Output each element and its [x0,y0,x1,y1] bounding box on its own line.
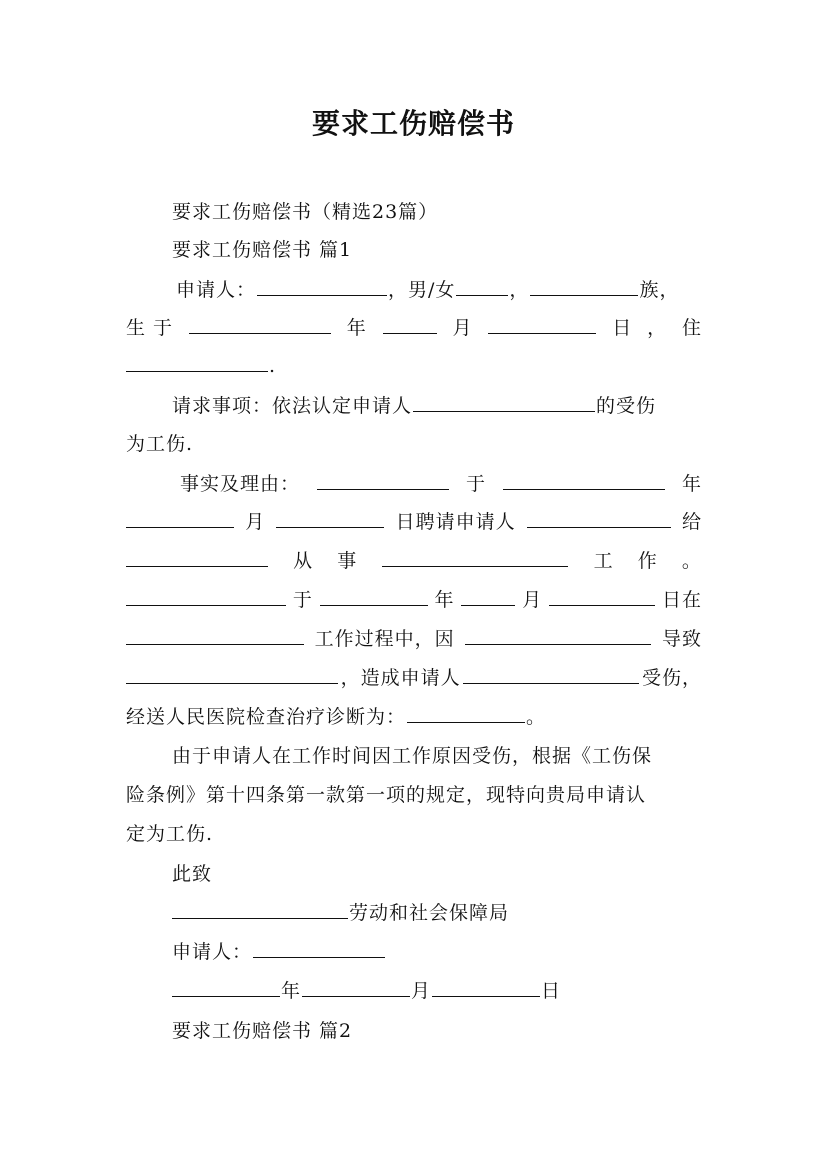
facts-yue2: 月 [522,589,543,611]
blank-result [126,666,338,684]
facts-line-5 [126,627,702,651]
facts-line-6 [126,666,702,690]
blank-ethnic [530,278,638,296]
blank-birth-day [488,316,596,334]
facts-gong: 工 [593,550,614,572]
facts-ri-hire: 日聘请申请人 [395,511,516,533]
comma-sep: ， [509,279,530,301]
facts-yu: 于 [465,473,486,495]
facts-diag-end: 。 [526,706,547,728]
closing-applicant-line [172,940,386,964]
blank-address [126,354,268,372]
facts-injury: 受伤， [641,667,702,689]
blank-name [257,278,387,296]
day-label: 日 [612,317,633,339]
closing-zhizhi: 此致 [172,863,213,885]
blank-gender [456,278,508,296]
subtitle: 要求工伤赔偿书（精选23篇） [172,201,439,223]
comma-label: ， [647,317,668,339]
closing-day: 日 [541,980,562,1002]
blank-sign-year [172,979,280,997]
blank-birth-month [383,316,437,334]
address-line [126,354,276,378]
closing-date-line [172,979,561,1003]
facts-gei: 给 [681,511,702,533]
gender-label: ，男/女 [388,279,456,301]
blank-work-place [126,627,304,645]
facts-shi: 事 [337,550,358,572]
basis-line-3: 定为工伤. [126,823,214,845]
facts-lead: 导致 [661,628,702,650]
address-end: . [269,355,277,377]
live-label: 住 [681,317,702,339]
blank-hire-month [126,510,234,528]
document-title: 要求工伤赔偿书 [311,107,515,140]
year-label: 年 [346,317,367,339]
closing-bureau-line [172,901,509,925]
blank-injury-day [549,588,655,606]
request-label: 请求事项：依法认定申请人 [172,395,413,417]
blank-bureau [172,901,348,919]
birth-line [126,316,702,340]
blank-employer [317,472,449,490]
blank-diagnosis [407,705,525,723]
blank-job-for-2 [126,549,268,567]
facts-cause: ，造成申请人 [340,667,461,689]
blank-injury-who [126,588,286,606]
blank-hire-day [276,510,384,528]
blank-sign-month [302,979,410,997]
born-label: 生 于 [126,317,174,339]
facts-nian2: 年 [434,589,455,611]
closing-month: 月 [411,980,432,1002]
facts-yu2: 于 [292,589,313,611]
facts-line-1 [180,472,702,496]
blank-hire-year [503,472,665,490]
blank-cause [465,627,651,645]
facts-zuo: 作 [637,550,658,572]
basis-line-1: 由于申请人在工作时间因工作原因受伤，根据《工伤保 [172,745,653,767]
ethnic-label: 族， [639,279,680,301]
facts-line-7 [126,705,546,729]
blank-injured-part [463,666,639,684]
facts-label: 事实及理由： [180,473,301,495]
closing-bureau: 劳动和社会保障局 [349,902,510,924]
blank-job-for [527,510,671,528]
facts-period: 。 [681,550,702,572]
month-label: 月 [452,317,473,339]
facts-process: 工作过程中，因 [314,628,455,650]
facts-diagnosis: 经送人民医院检查治疗诊断为： [126,706,407,728]
basis-line-2: 险条例》第十四条第一款第一项的规定，现特向贵局申请认 [126,784,647,806]
request-suffix: 的受伤 [596,395,657,417]
applicant-label: 申请人： [176,279,257,301]
facts-ri-zai: 日在 [661,589,702,611]
closing-applicant: 申请人： [172,941,253,963]
facts-cong: 从 [293,550,314,572]
blank-injury-month [461,588,515,606]
facts-line-3 [126,549,702,573]
facts-line-2 [126,510,702,534]
closing-year: 年 [281,980,302,1002]
blank-injury-year [320,588,428,606]
blank-birth-year [189,316,331,334]
blank-job-type [382,549,568,567]
blank-sign-day [432,979,540,997]
request-cont: 为工伤. [126,433,194,455]
section-heading-2: 要求工伤赔偿书 篇2 [172,1020,353,1042]
facts-line-4 [126,588,702,612]
facts-yue: 月 [245,511,266,533]
facts-nian: 年 [681,473,702,495]
applicant-line [176,278,679,302]
blank-signature [253,940,385,958]
blank-request-name [413,394,595,412]
section-heading-1: 要求工伤赔偿书 篇1 [172,239,353,261]
request-line [172,394,656,418]
